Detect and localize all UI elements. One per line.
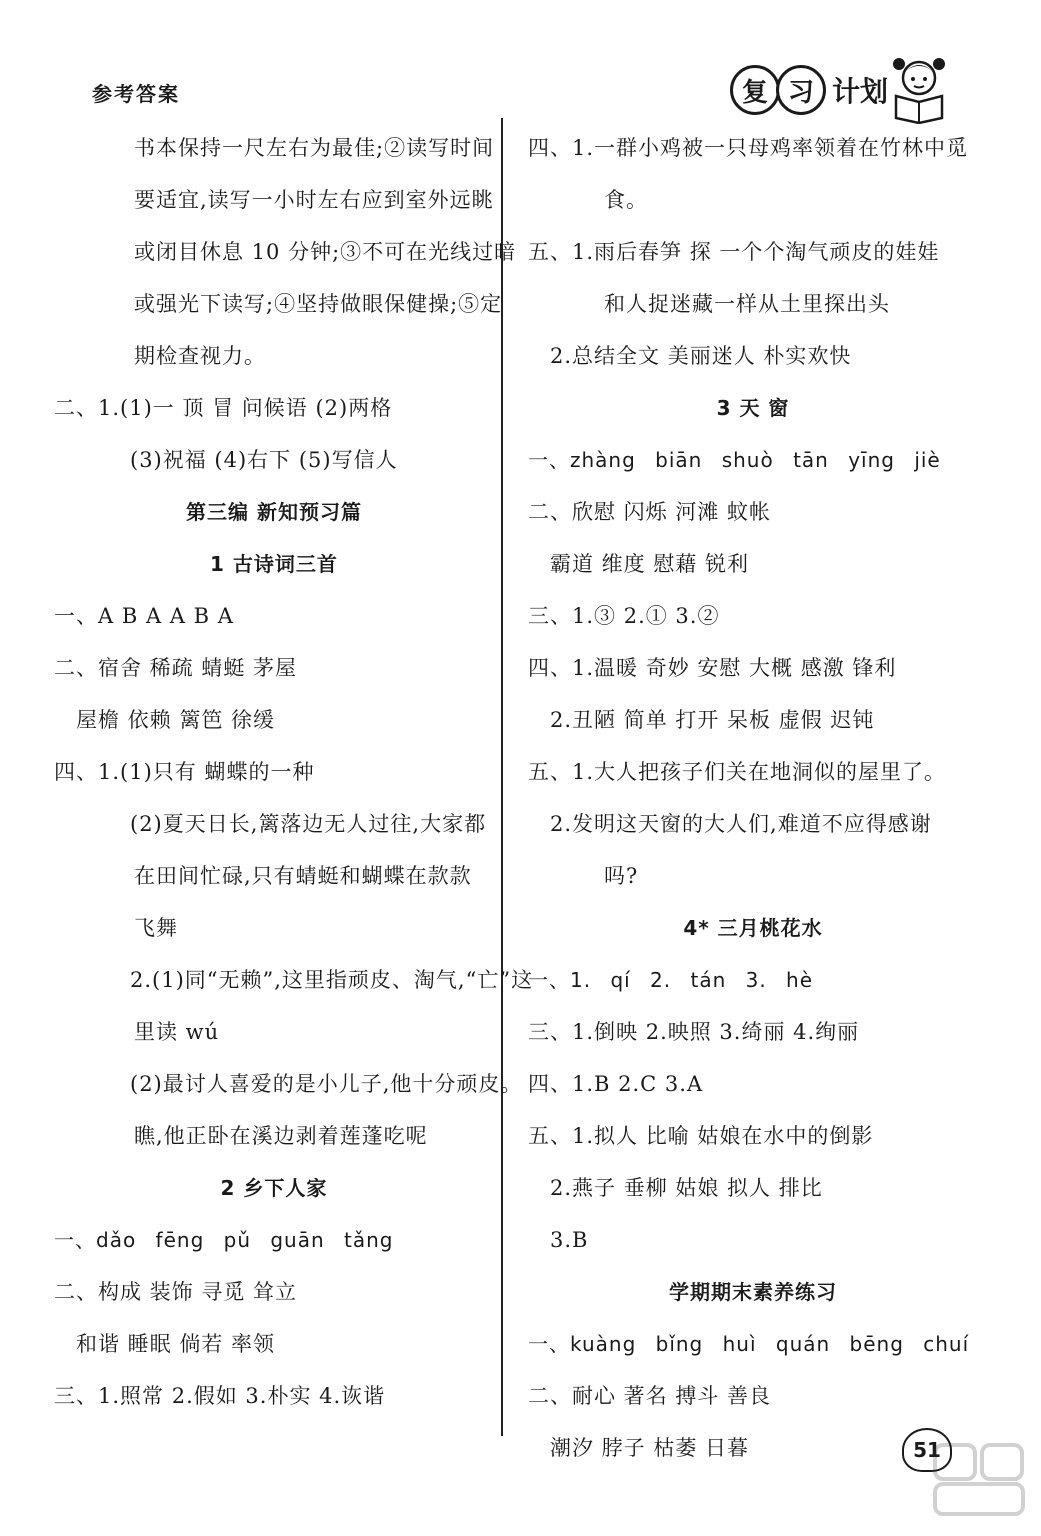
left-section-heading: 1 古诗词三首 [210,552,338,576]
right-section-heading: 学期期末素养练习 [669,1280,837,1304]
right-answer-line: 一、zhàng biān shuò tān yīng jiè [528,448,941,472]
left-answer-line: 或强光下读写;④坚持做眼保健操;⑤定 [134,292,503,316]
left-section-heading: 2 乡下人家 [220,1176,328,1200]
right-answer-line: 五、1.大人把孩子们关在地洞似的屋里了。 [528,760,947,784]
right-answer-line: 3.B [550,1228,589,1252]
right-answer-line: 一、1. qí 2. tán 3. hè [528,968,814,992]
logo-badge-fu: 复 [730,65,780,115]
left-answer-line: 一、A B A A B A [54,604,234,628]
right-answer-line: 三、1.倒映 2.映照 3.绮丽 4.绚丽 [528,1020,860,1044]
right-answer-line: 一、kuàng bǐng huì quán bēng chuí [528,1332,970,1356]
right-answer-line: 2.燕子 垂柳 姑娘 拟人 排比 [550,1176,823,1200]
right-answer-line: 四、1.B 2.C 3.A [528,1072,704,1096]
right-answer-line: 潮汐 脖子 枯萎 日暮 [550,1436,750,1460]
left-section-heading: 第三编 新知预习篇 [186,500,362,524]
right-answer-line: 霸道 维度 慰藉 锐利 [550,552,750,576]
right-answer-line: 二、欣慰 闪烁 河滩 蚊帐 [528,500,772,524]
left-answer-line: 二、1.(1)一 顶 冒 问候语 (2)两格 [54,396,393,420]
left-answer-line: (2)最讨人喜爱的是小儿子,他十分顽皮。 [130,1072,523,1096]
left-answer-line: 三、1.照常 2.假如 3.朴实 4.诙谐 [54,1384,386,1408]
left-answer-line: 和谐 睡眠 倘若 率领 [76,1332,276,1356]
left-answer-line: 书本保持一尺左右为最佳;②读写时间 [134,136,495,160]
left-answer-line: 飞舞 [134,916,178,940]
left-answer-line: 二、构成 装饰 寻觅 耸立 [54,1280,298,1304]
right-answer-line: 三、1.③ 2.① 3.② [528,604,720,628]
right-answer-line: 食。 [604,188,648,212]
left-answer-line: (3)祝福 (4)右下 (5)写信人 [130,448,398,472]
series-logo [730,60,970,120]
left-answer-line: 期检查视力。 [134,344,266,368]
right-answer-line: 吗? [604,864,639,888]
left-answer-line: 或闭目休息 10 分钟;③不可在光线过暗 [134,240,517,264]
right-answer-line: 2.丑陋 简单 打开 呆板 虚假 迟钝 [550,708,875,732]
right-answer-line: 2.总结全文 美丽迷人 朴实欢快 [550,344,852,368]
left-answer-line: 要适宜,读写一小时左右应到室外远眺 [134,188,494,212]
left-answer-line: 屋檐 依赖 篱笆 徐缓 [76,708,276,732]
right-answer-line: 五、1.雨后春笋 探 一个个淘气顽皮的娃娃 [528,240,940,264]
left-column [54,122,534,1422]
reading-girl-icon [888,54,950,124]
watermark-logo-icon [930,1440,1030,1520]
right-section-heading: 3 天 窗 [716,396,790,420]
page-number: 51 [902,1428,952,1472]
page-header-title: 参考答案 [92,82,180,106]
left-answer-line: 在田间忙碌,只有蜻蜓和蝴蝶在款款 [134,864,472,888]
logo-badge-xi: 习 [776,65,826,115]
right-answer-line: 2.发明这天窗的大人们,难道不应得感谢 [550,812,932,836]
right-answer-line: 四、1.一群小鸡被一只母鸡率领着在竹林中觅 [528,136,969,160]
left-answer-line: 一、dǎo fēng pǔ guān tǎng [54,1228,394,1252]
right-answer-line: 和人捉迷藏一样从土里探出头 [604,292,890,316]
logo-word: 计划 [832,75,889,108]
right-answer-line: 二、耐心 著名 搏斗 善良 [528,1384,772,1408]
right-section-heading: 4* 三月桃花水 [683,916,823,940]
left-answer-line: (2)夏天日长,篱落边无人过往,大家都 [130,812,487,836]
right-answer-line: 五、1.拟人 比喻 姑娘在水中的倒影 [528,1124,874,1148]
left-answer-line: 二、宿舍 稀疏 蜻蜓 茅屋 [54,656,298,680]
right-answer-line: 四、1.温暖 奇妙 安慰 大概 感激 锋利 [528,656,897,680]
left-answer-line: 瞧,他正卧在溪边剥着莲蓬吃呢 [134,1124,428,1148]
left-answer-line: 四、1.(1)只有 蝴蝶的一种 [54,760,315,784]
right-column [528,122,978,1474]
left-answer-line: 里读 wú [134,1020,220,1044]
left-answer-line: 2.(1)同“无赖”,这里指顽皮、淘气,“亡”这 [130,968,534,992]
